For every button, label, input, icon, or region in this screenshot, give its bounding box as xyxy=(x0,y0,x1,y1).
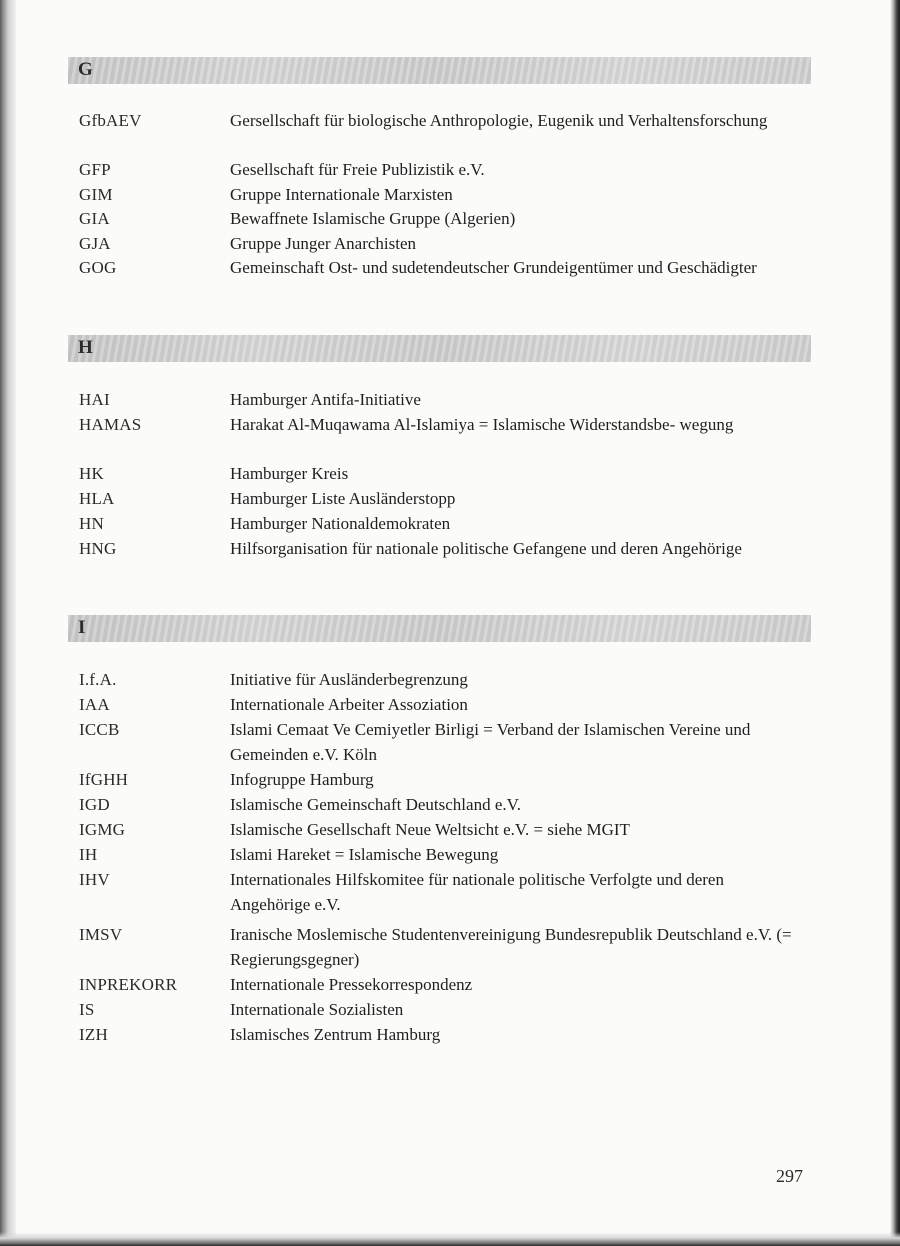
entry-definition: Infogruppe Hamburg xyxy=(230,770,374,789)
entry-definition: Harakat Al-Muqawama Al-Islamiya = Islamische Widerstandsbe- wegung xyxy=(230,415,734,434)
entry-definition: Islami Cemaat Ve Cemiyetler Birligi = Verband der Islamischen Vereine und Gemeinden e.V. Köln xyxy=(230,720,751,764)
page-number: 297 xyxy=(776,1166,803,1186)
entry-definition: Internationale Sozialisten xyxy=(230,1000,404,1019)
entry-definition: Internationale Arbeiter Assoziation xyxy=(230,695,468,714)
entry-abbreviation: IZH xyxy=(79,1025,108,1044)
entry-abbreviation: HNG xyxy=(79,539,117,558)
entry-abbreviation: INPREKORR xyxy=(79,975,178,994)
section-header-h xyxy=(68,335,811,362)
entry-definition: Hamburger Nationaldemokraten xyxy=(230,514,451,533)
entry-abbreviation: HN xyxy=(79,514,104,533)
entry-definition: Gemeinschaft Ost- und sudetendeutscher Grundeigentümer und Geschädigter xyxy=(230,258,757,277)
entry-definition: Gruppe Junger Anarchisten xyxy=(230,234,417,253)
page-edge-right xyxy=(890,0,900,1246)
entry-definition: Islamische Gesellschaft Neue Weltsicht e.V. = siehe MGIT xyxy=(230,820,630,839)
entry-abbreviation: GIM xyxy=(79,185,113,204)
entry-definition: Iranische Moslemische Studentenvereinigung Bundesrepublik Deutschland e.V. (= Regierungsgegner) xyxy=(230,925,792,969)
entry-definition: Hamburger Liste Ausländerstopp xyxy=(230,489,456,508)
entry-definition: Bewaffnete Islamische Gruppe (Algerien) xyxy=(230,209,516,228)
section-letter: I xyxy=(78,617,86,638)
entry-definition: Hamburger Kreis xyxy=(230,464,349,483)
entry-abbreviation: HLA xyxy=(79,489,115,508)
entry-abbreviation: IS xyxy=(79,1000,95,1019)
entry-definition: Islamische Gemeinschaft Deutschland e.V. xyxy=(230,795,521,814)
section-header-g xyxy=(68,57,811,84)
entry-definition: Gruppe Internationale Marxisten xyxy=(230,185,453,204)
entry-definition: Hamburger Antifa-Initiative xyxy=(230,390,421,409)
entry-definition: Gersellschaft für biologische Anthropologie, Eugenik und Verhaltensforschung xyxy=(230,111,768,130)
binding-shadow xyxy=(0,0,16,1246)
entry-abbreviation: I.f.A. xyxy=(79,670,117,689)
page-edge-bottom xyxy=(0,1232,900,1246)
entry-abbreviation: HAMAS xyxy=(79,415,142,434)
section-letter: H xyxy=(78,337,93,358)
entry-abbreviation: IGD xyxy=(79,795,110,814)
entry-definition: Hilfsorganisation für nationale politische Gefangene und deren Angehörige xyxy=(230,539,742,558)
entry-abbreviation: IfGHH xyxy=(79,770,129,789)
entry-abbreviation: IHV xyxy=(79,870,110,889)
entry-abbreviation: GJA xyxy=(79,234,111,253)
entry-abbreviation: GOG xyxy=(79,258,117,277)
entry-abbreviation: IMSV xyxy=(79,925,123,944)
entry-definition: Initiative für Ausländerbegrenzung xyxy=(230,670,468,689)
entry-abbreviation: HAI xyxy=(79,390,110,409)
entry-definition: Internationale Pressekorrespondenz xyxy=(230,975,473,994)
entry-abbreviation: IH xyxy=(79,845,98,864)
entry-abbreviation: IAA xyxy=(79,695,110,714)
section-letter: G xyxy=(78,59,93,80)
entry-abbreviation: GIA xyxy=(79,209,110,228)
section-header-i xyxy=(68,615,811,642)
entry-abbreviation: ICCB xyxy=(79,720,120,739)
entry-definition: Internationales Hilfskomitee für nationale politische Verfolgte und deren Angehörige e.V. xyxy=(230,870,724,914)
entry-abbreviation: GFP xyxy=(79,160,111,179)
entry-definition: Islami Hareket = Islamische Bewegung xyxy=(230,845,499,864)
entry-definition: Islamisches Zentrum Hamburg xyxy=(230,1025,441,1044)
entry-abbreviation: HK xyxy=(79,464,104,483)
entry-definition: Gesellschaft für Freie Publizistik e.V. xyxy=(230,160,485,179)
entry-abbreviation: GfbAEV xyxy=(79,111,142,130)
entry-abbreviation: IGMG xyxy=(79,820,126,839)
